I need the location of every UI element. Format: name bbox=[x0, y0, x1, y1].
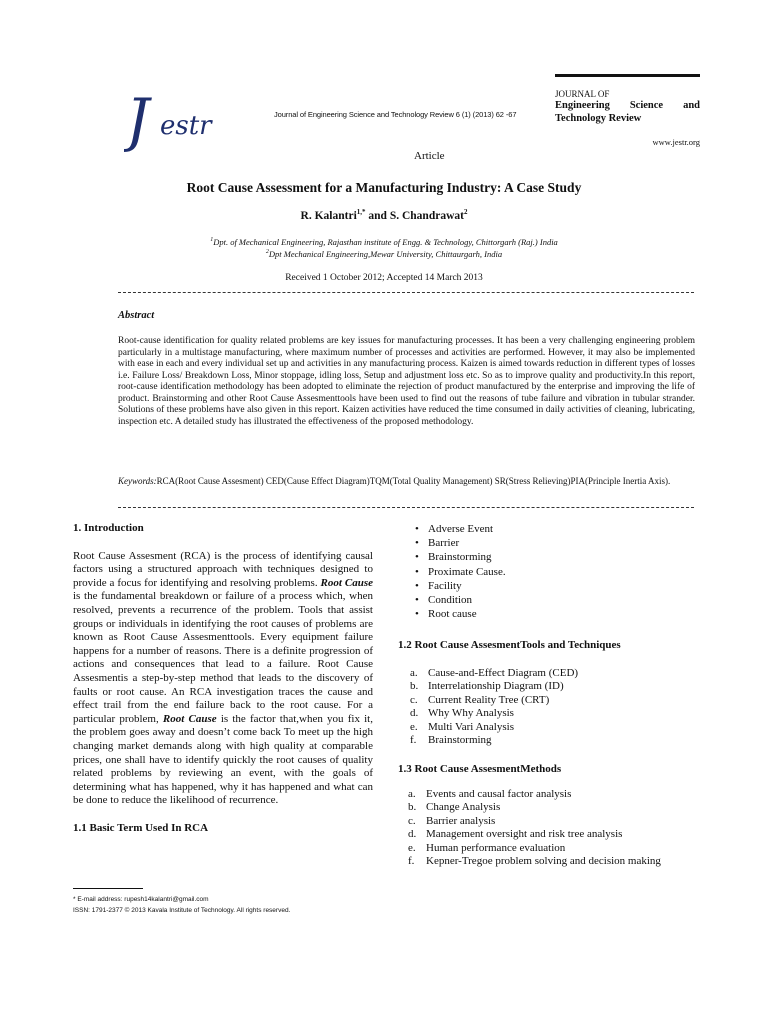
list-text: Kepner-Tregoe problem solving and decision making bbox=[426, 855, 661, 868]
list-marker: e. bbox=[408, 841, 416, 854]
journal-url-link[interactable]: www.jestr.org bbox=[652, 137, 700, 147]
list-item bbox=[408, 787, 696, 802]
list-item bbox=[408, 855, 696, 869]
list-marker: d. bbox=[408, 828, 417, 841]
list-item: • Facility bbox=[428, 579, 696, 593]
intro-emphasis-2: Root Cause bbox=[162, 712, 217, 725]
svg-text:estr: estr bbox=[160, 111, 212, 141]
affiliation-1 bbox=[0, 237, 768, 247]
divider bbox=[118, 292, 694, 293]
list-marker: c. bbox=[408, 814, 416, 827]
journal-citation: Journal of Engineering Science and Technology Review 6 (1) (2013) 62 -67 bbox=[274, 110, 517, 119]
author-2-sup: 2 bbox=[463, 208, 468, 216]
footnote-issn: ISSN: 1791-2377 © 2013 Kavala Institute of Technology. All rights reserved. bbox=[73, 907, 291, 914]
right-column bbox=[398, 522, 696, 869]
journal-name-word2: Science bbox=[629, 100, 664, 111]
list-item bbox=[408, 814, 696, 829]
svg-text:J: J bbox=[126, 88, 150, 154]
author-1: R. Kalantri bbox=[300, 209, 357, 222]
list-item: • Root cause bbox=[428, 607, 696, 621]
list-item: • Barrier bbox=[428, 536, 696, 550]
list-marker: c. bbox=[410, 693, 418, 706]
author-2: and S. Chandrawat bbox=[365, 209, 464, 222]
list-item bbox=[408, 828, 696, 842]
affiliation-2-text: Dpt Mechanical Engineering,Mewar University, Chittaurgarh, India bbox=[268, 249, 503, 259]
introduction-paragraph bbox=[73, 550, 373, 808]
abstract-text: Root-cause identification for quality related problems are key issues for manufacturing processes. It has been a very challenging engineering problem particularly in a multistage manufacturing, where maximum number of processes and activities are performed. However, it may also be implemented with ease in each and every individual set up and activities in any manufacturing process. Kaizen is aimed towards reduction in different types of losses i.e. Failure Loss/ Breakdown Loss, Minor stoppage, idling loss, Setup and adjustment loss etc. So as to improve quality and productivity.In this report, root-cause identification methodology has been adopted to eliminate the rejection of product manufactured by the enterprise and improving the life of product. Brainstorming and other Root Cause Assesmenttools have been used to find out the reasons of tube failure and vibration in tubular strander. Solutions of these problems have also given in this report. Kaizen activities have reduced the time consumed in daily activities of cleaning, lubricating, inspection etc. A detailed study has illustrated the effectiveness of the proposed methodology. bbox=[118, 336, 695, 427]
list-text: Why Why Analysis bbox=[428, 707, 514, 720]
list-text: Brainstorming bbox=[428, 734, 492, 747]
list-text: Management oversight and risk tree analysis bbox=[426, 828, 623, 841]
journal-name-word1: Engineering bbox=[555, 100, 610, 111]
divider bbox=[118, 507, 694, 508]
intro-text-3: is the factor that,when you fix it, the problem goes away and doesn’t come back To meet up the high changing market demands along with high quality at comparable prices, one shall have to identify quickly the root causes of quality related problems by reviewing an event, with the goals of determining what has happened, why it has happened and what can be done to reduce the likelihood of recurrence. bbox=[73, 712, 373, 807]
list-item bbox=[410, 693, 696, 708]
section-heading-tools: 1.2 Root Cause AssesmentTools and Techniques bbox=[398, 639, 621, 652]
list-text: Events and causal factor analysis bbox=[426, 787, 572, 800]
received-dates: Received 1 October 2012; Accepted 14 March 2013 bbox=[285, 273, 483, 283]
list-item: • Proximate Cause. bbox=[428, 565, 696, 579]
section-heading-basic-terms: 1.1 Basic Term Used In RCA bbox=[73, 821, 209, 834]
list-item bbox=[408, 841, 696, 856]
basic-terms-list bbox=[398, 522, 696, 621]
methods-list bbox=[398, 788, 696, 869]
authors bbox=[0, 208, 768, 222]
list-marker: b. bbox=[410, 680, 419, 693]
intro-emphasis-1: Root Cause bbox=[320, 576, 373, 589]
left-column bbox=[73, 522, 373, 835]
list-item bbox=[410, 707, 696, 721]
abstract-heading: Abstract bbox=[118, 310, 155, 321]
list-item bbox=[410, 680, 696, 694]
header-rule bbox=[555, 74, 700, 77]
paper-title: Root Cause Assessment for a Manufacturing Industry: A Case Study bbox=[186, 180, 582, 195]
tools-list bbox=[398, 667, 696, 748]
list-text: Cause-and-Effect Diagram (CED) bbox=[428, 666, 579, 679]
list-text: Current Reality Tree (CRT) bbox=[428, 693, 550, 706]
list-item bbox=[408, 801, 696, 815]
journal-name-line1 bbox=[555, 99, 700, 112]
intro-text-1: Root Cause Assesment (RCA) is the process of identifying causal factors using a structured approach with techniques designed to provide a focus for identifying and resolving problems. bbox=[73, 549, 373, 589]
section-heading-methods: 1.3 Root Cause AssesmentMethods bbox=[398, 762, 562, 775]
journal-of-label: JOURNAL OF bbox=[555, 89, 610, 99]
list-text: Human performance evaluation bbox=[426, 841, 566, 854]
affiliation-1-sup: 1 bbox=[210, 237, 214, 244]
list-text: Change Analysis bbox=[426, 801, 501, 814]
author-1-sup: 1,* bbox=[356, 208, 366, 216]
jestr-logo-icon bbox=[124, 88, 234, 158]
list-item bbox=[410, 666, 696, 681]
journal-logo bbox=[124, 88, 234, 158]
footnote-rule bbox=[73, 888, 143, 889]
affiliation-2-sup: 2 bbox=[265, 249, 269, 256]
journal-title-box bbox=[555, 74, 700, 147]
article-label: Article bbox=[414, 150, 445, 162]
list-item bbox=[410, 734, 696, 748]
affiliation-1-text: Dpt. of Mechanical Engineering, Rajasthan institute of Engg. & Technology, Chittorgarh (Raj.) India bbox=[213, 237, 558, 247]
footnote-email: * E-mail address: rupesh14kalantri@gmail.com bbox=[73, 896, 209, 903]
list-marker: a. bbox=[410, 666, 418, 679]
list-item: • Condition bbox=[428, 593, 696, 607]
list-marker: b. bbox=[408, 801, 417, 814]
journal-name-word3: and bbox=[683, 100, 700, 111]
list-text: Barrier analysis bbox=[426, 814, 496, 827]
list-text: Multi Vari Analysis bbox=[428, 720, 514, 733]
journal-name-line2: Technology Review bbox=[555, 113, 642, 124]
list-text: Interrelationship Diagram (ID) bbox=[428, 680, 564, 693]
keywords-label: Keywords: bbox=[118, 476, 157, 486]
list-item bbox=[410, 720, 696, 735]
intro-text-2: is the fundamental breakdown or failure of a process which, when resolved, prevents a recurrence of the problem. Tools that assist groups or individuals in identifying the root causes of problems are known as Root Cause Assesmenttools. Every equipment failure happens for a number of reasons. There is a definite progression of actions and consequences that lead to a failure. Root Cause Assesmentis a step-by-step method that leads to the discovery of faults or root cause. An RCA investigation traces the cause and effect trail from the end failure back to the root cause. For a particular problem, bbox=[73, 590, 373, 725]
list-item: • Adverse Event bbox=[428, 522, 696, 536]
list-item: • Brainstorming bbox=[428, 550, 696, 564]
keywords bbox=[118, 476, 695, 487]
list-marker: e. bbox=[410, 720, 418, 733]
list-marker: f. bbox=[410, 734, 417, 747]
keywords-text: RCA(Root Cause Assesment) CED(Cause Effect Diagram)TQM(Total Quality Management) SR(Stress Relieving)PIA(Principle Inertia Axis). bbox=[156, 476, 671, 486]
list-marker: a. bbox=[408, 787, 416, 800]
section-heading-introduction: 1. Introduction bbox=[73, 522, 144, 534]
list-marker: d. bbox=[410, 707, 419, 720]
list-marker: f. bbox=[408, 855, 415, 868]
affiliation-2 bbox=[0, 249, 768, 259]
